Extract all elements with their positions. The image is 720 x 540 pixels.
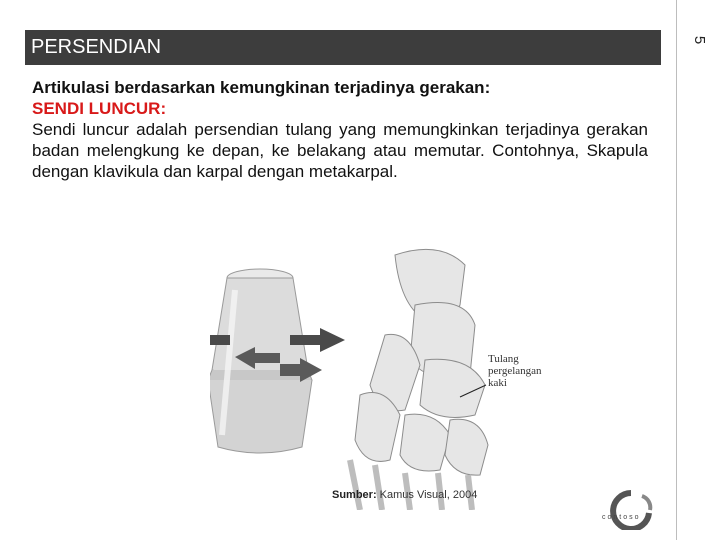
gliding-joint-model	[210, 269, 345, 453]
bone-label: Tulang pergelangan kaki	[488, 353, 542, 389]
content-paragraph: Sendi luncur adalah persendian tulang yang memungkinkan terjadinya gerakan badan melengkung ke depan, ke belakang atau memutar. Contohnya, Skapula dengan klavikula dan karpal dengan metakarpal.	[32, 120, 648, 181]
content-area	[32, 77, 648, 182]
joint-illustration	[210, 245, 640, 510]
logo-text: contoso	[602, 514, 641, 521]
content-subheading: SENDI LUNCUR:	[32, 99, 167, 118]
right-rail	[676, 0, 720, 540]
foot-bones	[350, 249, 488, 510]
content-heading: Artikulasi berdasarkan kemungkinan terjadinya gerakan:	[32, 78, 491, 97]
contoso-logo-icon	[598, 488, 664, 530]
slide-title: PERSENDIAN	[25, 30, 661, 65]
image-source: Sumber: Kamus Visual, 2004	[332, 489, 478, 501]
page-number: 5	[691, 35, 708, 45]
